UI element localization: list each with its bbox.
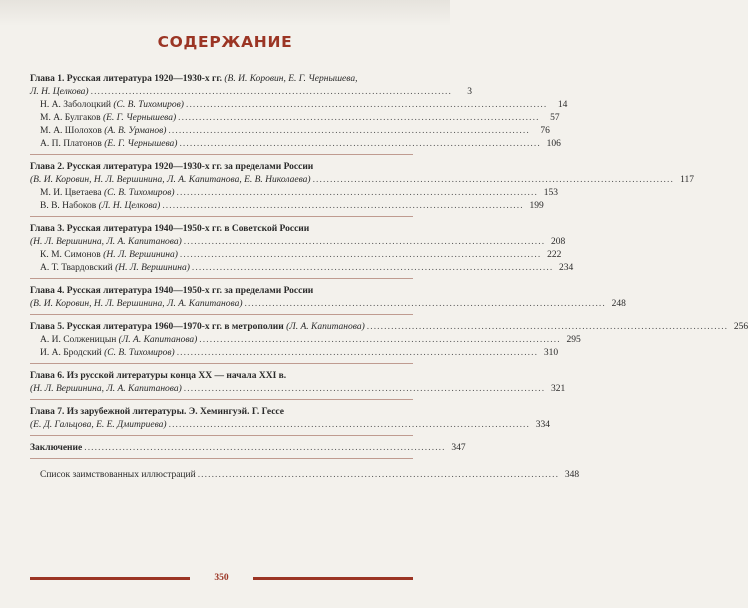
- toc-item[interactable]: [30, 187, 558, 200]
- page-ref[interactable]: 208: [550, 237, 566, 247]
- page-ref: 57: [550, 113, 560, 123]
- toc-item[interactable]: [30, 262, 574, 275]
- page-footer: [30, 571, 413, 585]
- table-of-contents: [30, 73, 748, 491]
- toc-item[interactable]: [30, 99, 568, 112]
- item-author: (А. В. Урманов): [104, 126, 167, 136]
- leader-dots: ........................................................................................................: [90, 87, 452, 97]
- page-ref: 310: [543, 348, 559, 358]
- chapter-4: [30, 285, 626, 315]
- page-ref[interactable]: 3: [467, 87, 472, 97]
- chapter-5: [30, 321, 748, 364]
- page-ref: 295: [566, 335, 581, 345]
- chapter-3: [30, 223, 574, 279]
- page-ref: 347: [451, 443, 466, 453]
- page-ref: 199: [529, 201, 544, 211]
- chapter-authors: (В. И. Коровин, Е. Г. Чернышева,: [224, 74, 358, 84]
- chapter-5-heading-line: [30, 321, 748, 334]
- chapter-1: [30, 73, 568, 155]
- leader-dots: ........................................................................................................: [179, 250, 542, 260]
- page-ref[interactable]: 321: [550, 384, 566, 394]
- item-author: (Л. Н. Целкова): [98, 201, 161, 211]
- chapter-7-heading-line: [30, 406, 413, 419]
- item-author: (С. В. Тихомиров): [113, 100, 184, 110]
- chapter-authors: (Н. Л. Вершинина, Л. А. Капитанова): [30, 384, 182, 394]
- illustrations-line[interactable]: [30, 469, 580, 482]
- chapter-heading: Глава 1. Русская литература 1920—1930-х гг.: [30, 74, 222, 84]
- leader-dots: ........................................................................................................: [312, 175, 674, 185]
- item-name: М. А. Шолохов: [40, 126, 102, 136]
- chapter-2-heading-line: [30, 161, 413, 174]
- conclusion-line[interactable]: [30, 442, 466, 455]
- item-author: (С. В. Тихомиров): [103, 188, 175, 198]
- chapter-authors: (Л. А. Капитанова): [286, 322, 365, 332]
- page-ref: 14: [557, 100, 568, 110]
- toc-item[interactable]: [30, 112, 560, 125]
- chapter-1-authors-line: [30, 86, 472, 99]
- page-ref: 234: [559, 263, 574, 273]
- chapter-heading: Глава 2. Русская литература 1920—1930-х гг. за пределами России: [30, 162, 314, 172]
- item-author: (Е. Г. Чернышева): [102, 113, 177, 123]
- item-name: К. М. Симонов: [40, 250, 101, 260]
- chapter-2-authors-line: [30, 174, 694, 187]
- chapter-heading: Глава 4. Русская литература 1940—1950-х гг. за пределами России: [30, 286, 314, 296]
- item-name: В. В. Набоков: [40, 201, 97, 211]
- leader-dots: ........................................................................................................: [176, 188, 538, 198]
- toc-item[interactable]: [30, 200, 544, 213]
- leader-dots: ........................................................................................................: [191, 263, 554, 273]
- chapter-heading: Глава 5. Русская литература 1960—1970-х гг. в метрополии: [30, 322, 284, 332]
- leader-dots: ........................................................................................................: [366, 322, 729, 332]
- page-ref[interactable]: 117: [680, 175, 694, 185]
- chapter-1-heading-line: [30, 73, 413, 86]
- leader-dots: ........................................................................................................: [176, 348, 539, 358]
- page-number: 350: [214, 573, 229, 583]
- chapter-4-authors-line: [30, 298, 626, 311]
- item-author: (Е. Г. Чернышева): [104, 139, 178, 149]
- chapter-heading: Глава 6. Из русской литературы конца XX — начала XXI в.: [30, 371, 287, 381]
- conclusion-label: Заключение: [30, 443, 83, 453]
- chapter-6-authors-line: [30, 383, 566, 396]
- item-author: (С. В. Тихомиров): [104, 348, 175, 358]
- page-ref: 222: [547, 250, 562, 260]
- item-name: И. А. Бродский: [40, 348, 102, 358]
- bleed-through-area: [0, 0, 450, 26]
- item-name: М. И. Цветаева: [40, 188, 102, 198]
- page-ref[interactable]: 256: [733, 322, 748, 332]
- footer-rule-right: [253, 577, 413, 580]
- page-ref: 153: [543, 188, 558, 198]
- chapter-7-authors-line: [30, 419, 550, 432]
- chapter-3-heading-line: [30, 223, 413, 236]
- chapter-authors: (Е. Д. Гальцова, Е. Е. Дмитриева): [30, 420, 167, 430]
- page-ref: 348: [564, 470, 580, 480]
- page-title: СОДЕРЖАНИЕ: [157, 33, 293, 51]
- item-name: М. А. Булгаков: [40, 113, 101, 123]
- toc-item[interactable]: [30, 138, 561, 151]
- chapter-3-authors-line: [30, 236, 566, 249]
- leader-dots: ........................................................................................................: [183, 384, 546, 394]
- leader-dots: ........................................................................................................: [197, 470, 560, 480]
- chapter-heading: Глава 7. Из зарубежной литературы. Э. Хемингуэй. Г. Гессе: [30, 407, 284, 417]
- page-ref: 106: [546, 139, 561, 149]
- conclusion-section: [30, 442, 466, 459]
- item-name: А. Т. Твардовский: [40, 263, 113, 273]
- leader-dots: ........................................................................................................: [168, 126, 530, 136]
- toc-item[interactable]: [30, 347, 559, 360]
- chapter-authors: (В. И. Коровин, Н. Л. Вершинина, Л. А. Капитанова): [30, 299, 243, 309]
- item-name: Н. А. Заболоцкий: [40, 100, 112, 110]
- chapter-heading: Глава 3. Русская литература 1940—1950-х гг. в Советской России: [30, 224, 310, 234]
- chapter-7: [30, 406, 550, 436]
- item-name: А. И. Солженицын: [40, 335, 117, 345]
- leader-dots: ........................................................................................................: [168, 420, 530, 430]
- toc-item[interactable]: [30, 334, 581, 347]
- chapter-6: [30, 370, 566, 400]
- leader-dots: ........................................................................................................: [199, 335, 561, 345]
- page-ref[interactable]: 334: [535, 420, 550, 430]
- leader-dots: ........................................................................................................: [244, 299, 606, 309]
- chapter-authors: (Н. Л. Вершинина, Л. А. Капитанова): [30, 237, 182, 247]
- illustrations-label: Список заимствованных иллюстраций: [40, 470, 196, 480]
- chapter-4-heading-line: [30, 285, 413, 298]
- chapter-authors: Л. Н. Целкова): [30, 87, 89, 97]
- item-author: (Н. Л. Вершинина): [115, 263, 190, 273]
- item-author: (Н. Л. Вершинина): [103, 250, 178, 260]
- chapter-2: [30, 161, 694, 217]
- leader-dots: ........................................................................................................: [185, 100, 548, 110]
- leader-dots: ........................................................................................................: [84, 443, 446, 453]
- leader-dots: ........................................................................................................: [183, 237, 546, 247]
- page-ref: 76: [540, 126, 550, 136]
- toc-item[interactable]: [30, 125, 550, 138]
- leader-dots: ........................................................................................................: [178, 113, 540, 123]
- chapter-6-heading-line: [30, 370, 413, 383]
- chapter-authors: (В. И. Коровин, Н. Л. Вершинина, Л. А. Капитанова, Е. В. Николаева): [30, 175, 311, 185]
- leader-dots: ........................................................................................................: [179, 139, 541, 149]
- item-name: А. П. Платонов: [40, 139, 102, 149]
- item-author: (Л. А. Капитанова): [118, 335, 198, 345]
- page-ref[interactable]: 248: [611, 299, 626, 309]
- toc-item[interactable]: [30, 249, 562, 262]
- illustrations-section: [30, 465, 580, 485]
- leader-dots: ........................................................................................................: [162, 201, 524, 211]
